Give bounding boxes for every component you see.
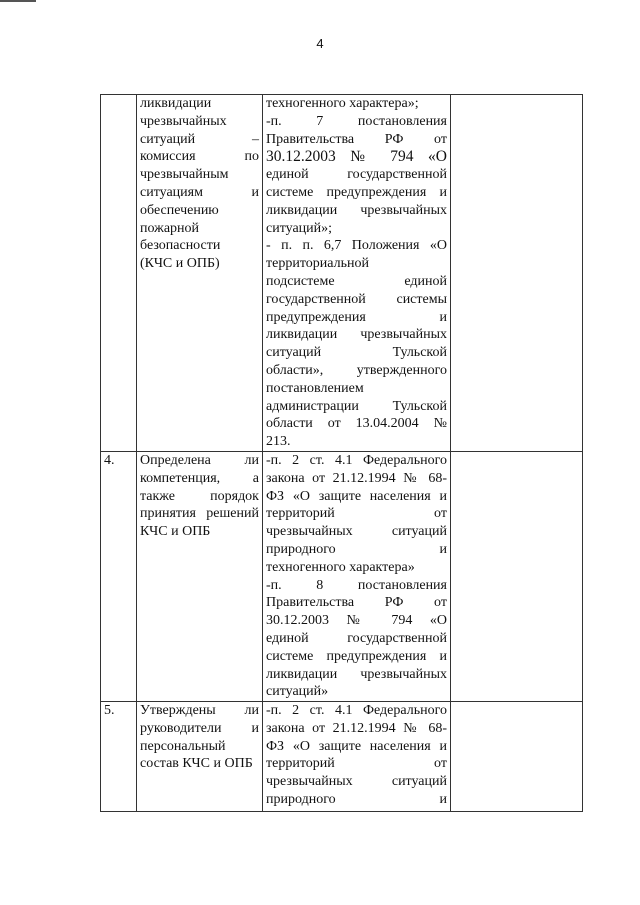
basis-line: государственной системы <box>266 291 447 307</box>
basis-line: единой государственной <box>266 167 447 183</box>
table-row <box>101 451 583 701</box>
basis-line: природного и <box>266 792 447 808</box>
basis-line: ликвидации чрезвычайных <box>266 666 447 682</box>
basis-cell <box>263 95 451 452</box>
row-number: 4. <box>101 451 137 701</box>
basis-line: администрации Тульской <box>266 398 447 414</box>
question-line: КЧС и ОПБ <box>140 524 211 540</box>
basis-line: подсистеме единой <box>266 273 447 289</box>
basis-line: территорий от <box>266 756 447 772</box>
question-line: (КЧС и ОПБ) <box>140 256 220 272</box>
basis-line: ФЗ «О защите населения и <box>266 488 447 504</box>
basis-line: ситуаций Тульской <box>266 345 447 361</box>
basis-line: предупреждения и <box>266 309 447 325</box>
basis-line: ФЗ «О защите населения и <box>266 738 447 754</box>
question-line: ситуаций – <box>140 131 259 147</box>
question-line: компетенция, а <box>140 470 259 486</box>
basis-line: 30.12.2003 № 794 «О <box>266 613 447 629</box>
basis-cell <box>263 702 451 812</box>
question-line: Утверждены ли <box>140 703 259 719</box>
basis-line: природного и <box>266 541 447 557</box>
basis-line: области от 13.04.2004 № <box>266 416 447 432</box>
question-line: безопасности <box>140 238 221 254</box>
row-number: 5. <box>101 702 137 812</box>
question-line: также порядок <box>140 488 259 504</box>
question-line: персональный <box>140 738 226 754</box>
basis-line: -п. 7 постановления <box>266 113 447 129</box>
table-row <box>101 95 583 452</box>
page-number: 4 <box>316 36 324 51</box>
basis-line: ситуаций» <box>266 684 329 700</box>
basis-line: -п. 2 ст. 4.1 Федерального <box>266 703 447 719</box>
question-line: ситуациям и <box>140 184 259 200</box>
basis-line: - п. п. 6,7 Положения «О <box>266 238 447 254</box>
basis-line: закона от 21.12.1994 № 68- <box>266 720 447 736</box>
basis-line: -п. 2 ст. 4.1 Федерального <box>266 452 447 468</box>
basis-line: Правительства РФ от <box>266 131 447 147</box>
question-line: чрезвычайным <box>140 167 229 183</box>
question-line: обеспечению <box>140 202 219 218</box>
basis-line: единой государственной <box>266 630 447 646</box>
basis-line: 30.12.2003 № 794 «О <box>266 148 447 166</box>
question-cell <box>137 451 263 701</box>
basis-line: чрезвычайных ситуаций <box>266 524 447 540</box>
basis-line: чрезвычайных ситуаций <box>266 774 447 790</box>
question-line: чрезвычайных <box>140 113 227 129</box>
basis-line: -п. 8 постановления <box>266 577 447 593</box>
basis-line: 213. <box>266 434 291 450</box>
row-number <box>101 95 137 452</box>
basis-line: территорий от <box>266 506 447 522</box>
basis-line: закона от 21.12.1994 № 68- <box>266 470 447 486</box>
question-line: комиссия по <box>140 149 259 165</box>
question-line: ликвидации <box>140 96 212 111</box>
basis-line: ликвидации чрезвычайных <box>266 202 447 218</box>
corner-mark <box>0 0 36 2</box>
table-row <box>101 702 583 812</box>
basis-line: территориальной <box>266 256 369 272</box>
checklist-table <box>100 94 583 812</box>
question-line: состав КЧС и ОПБ <box>140 756 253 772</box>
basis-line: постановлением <box>266 380 364 396</box>
basis-line: ликвидации чрезвычайных <box>266 327 447 343</box>
basis-line: техногенного характера» <box>266 559 415 575</box>
question-line: принятия решений <box>140 506 259 522</box>
notes-cell <box>451 451 583 701</box>
question-line: руководители и <box>140 720 259 736</box>
basis-line: системе предупреждения и <box>266 648 447 664</box>
notes-cell <box>451 95 583 452</box>
notes-cell <box>451 702 583 812</box>
question-cell <box>137 702 263 812</box>
basis-line: системе предупреждения и <box>266 184 447 200</box>
basis-line: области», утвержденного <box>266 362 447 378</box>
question-line: Определена ли <box>140 452 259 468</box>
basis-line: ситуаций»; <box>266 220 333 236</box>
question-cell <box>137 95 263 452</box>
basis-cell <box>263 451 451 701</box>
basis-line: техногенного характера»; <box>266 96 419 111</box>
basis-line: Правительства РФ от <box>266 595 447 611</box>
question-line: пожарной <box>140 220 200 236</box>
